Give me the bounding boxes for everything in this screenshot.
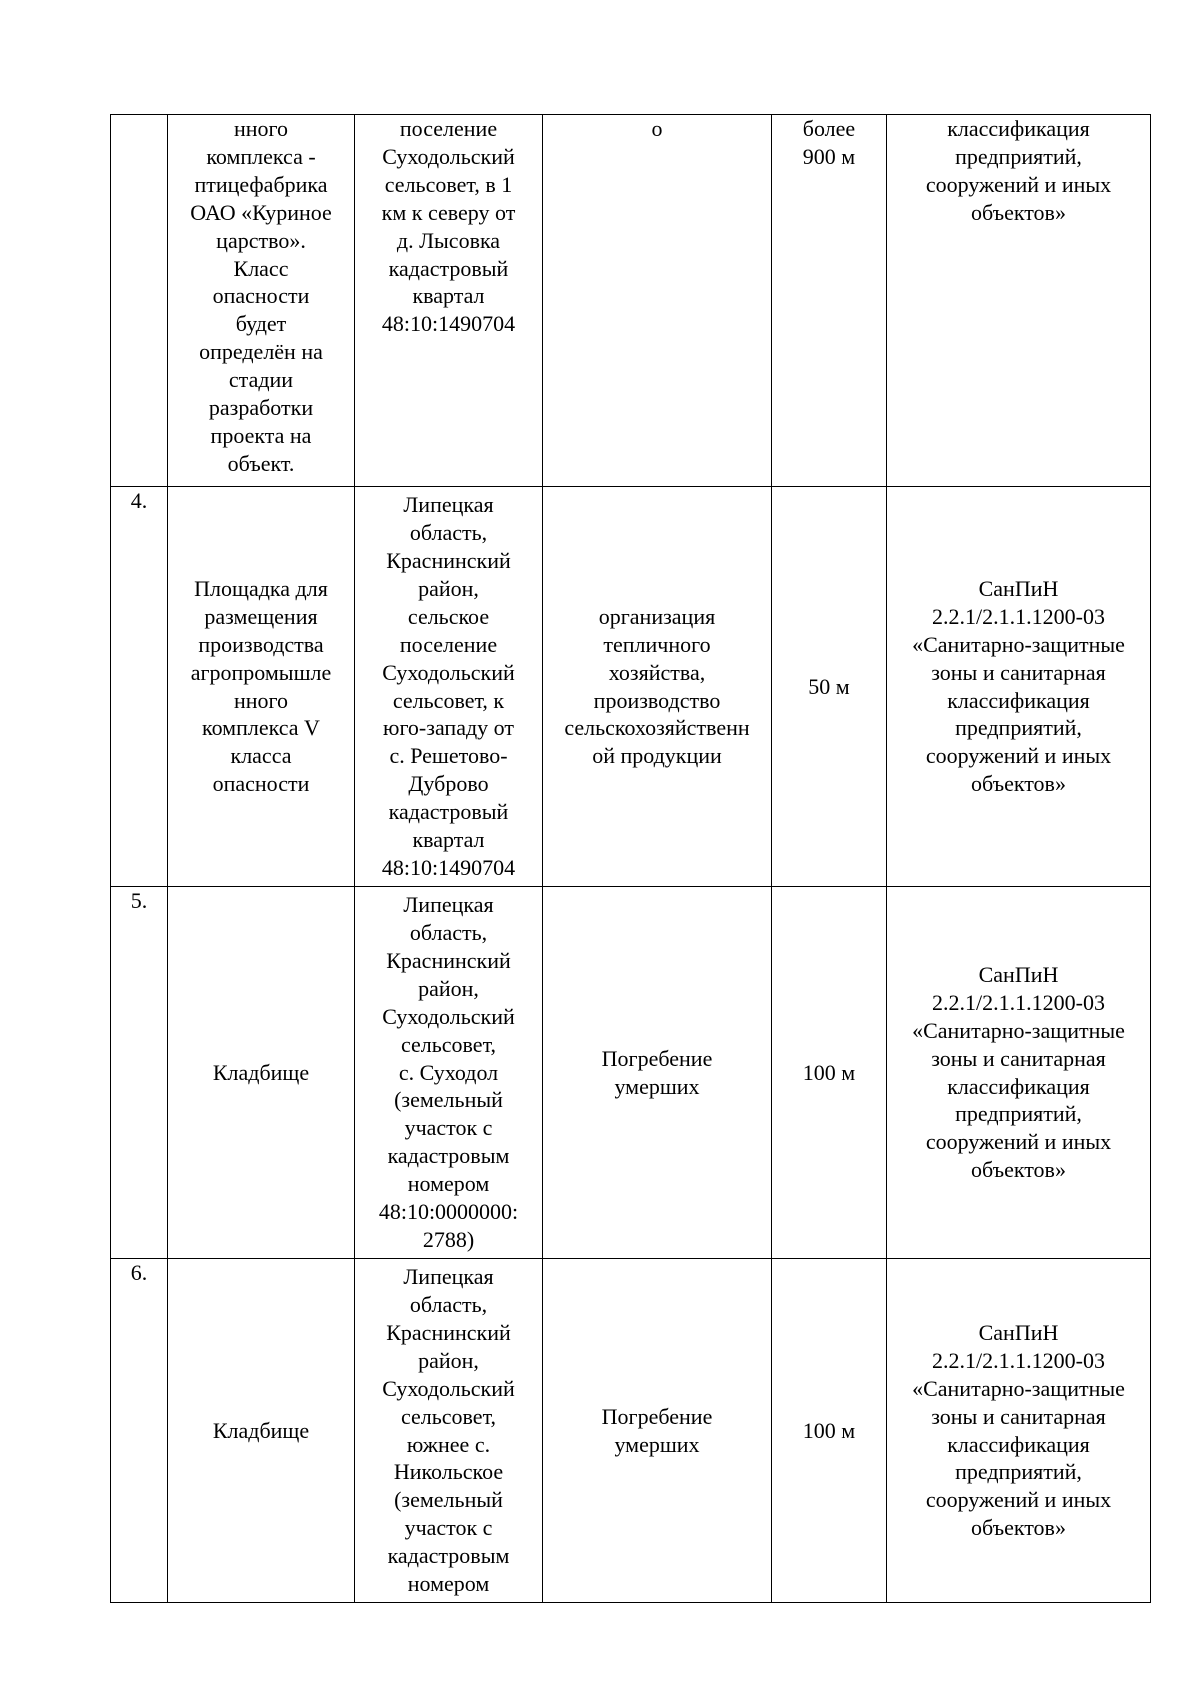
row-number-cell: 5.: [111, 887, 168, 1259]
row-number-cell: 6.: [111, 1259, 168, 1603]
purpose-cell: Погребение умерших: [543, 887, 772, 1259]
location-cell: Липецкая область, Краснинский район, Суходольский сельсовет, с. Суходол (земельный участок с кадастровым номером 48:10:0000000: 2788): [355, 887, 543, 1259]
regulation-cell: СанПиН 2.2.1/2.1.1.1200-03 «Санитарно-защитные зоны и санитарная классификация предприятий, сооружений и иных объектов»: [887, 887, 1151, 1259]
zone-size-cell: 100 м: [772, 1259, 887, 1603]
table-row: [111, 115, 1151, 487]
zone-size-cell: 50 м: [772, 487, 887, 887]
regulation-cell: классификация предприятий, сооружений и иных объектов»: [887, 115, 1151, 487]
location-cell: Липецкая область, Краснинский район, Суходольский сельсовет, южнее с. Никольское (земельный участок с кадастровым номером: [355, 1259, 543, 1603]
zone-size-cell: более 900 м: [772, 115, 887, 487]
regulation-cell: СанПиН 2.2.1/2.1.1.1200-03 «Санитарно-защитные зоны и санитарная классификация предприятий, сооружений и иных объектов»: [887, 1259, 1151, 1603]
object-name-cell: Кладбище: [168, 887, 355, 1259]
sanitary-zones-table: [110, 114, 1151, 1603]
zone-size-cell: 100 м: [772, 887, 887, 1259]
object-name-cell: нного комплекса - птицефабрика ОАО «Куриное царство». Класс опасности будет определён на стадии разработки проекта на объект.: [168, 115, 355, 487]
row-number-cell: [111, 115, 168, 487]
regulation-cell: СанПиН 2.2.1/2.1.1.1200-03 «Санитарно-защитные зоны и санитарная классификация предприятий, сооружений и иных объектов»: [887, 487, 1151, 887]
table-row: [111, 887, 1151, 1259]
purpose-cell: о: [543, 115, 772, 487]
table-row: [111, 1259, 1151, 1603]
purpose-cell: Погребение умерших: [543, 1259, 772, 1603]
object-name-cell: Кладбище: [168, 1259, 355, 1603]
table-row: [111, 487, 1151, 887]
location-cell: Липецкая область, Краснинский район, сельское поселение Суходольский сельсовет, к юго-западу от с. Решетово- Дуброво кадастровый квартал 48:10:1490704: [355, 487, 543, 887]
location-cell: поселение Суходольский сельсовет, в 1 км к северу от д. Лысовка кадастровый квартал 48:10:1490704: [355, 115, 543, 487]
row-number-cell: 4.: [111, 487, 168, 887]
purpose-cell: организация тепличного хозяйства, производство сельскохозяйственн ой продукции: [543, 487, 772, 887]
object-name-cell: Площадка для размещения производства агропромышле нного комплекса V класса опасности: [168, 487, 355, 887]
